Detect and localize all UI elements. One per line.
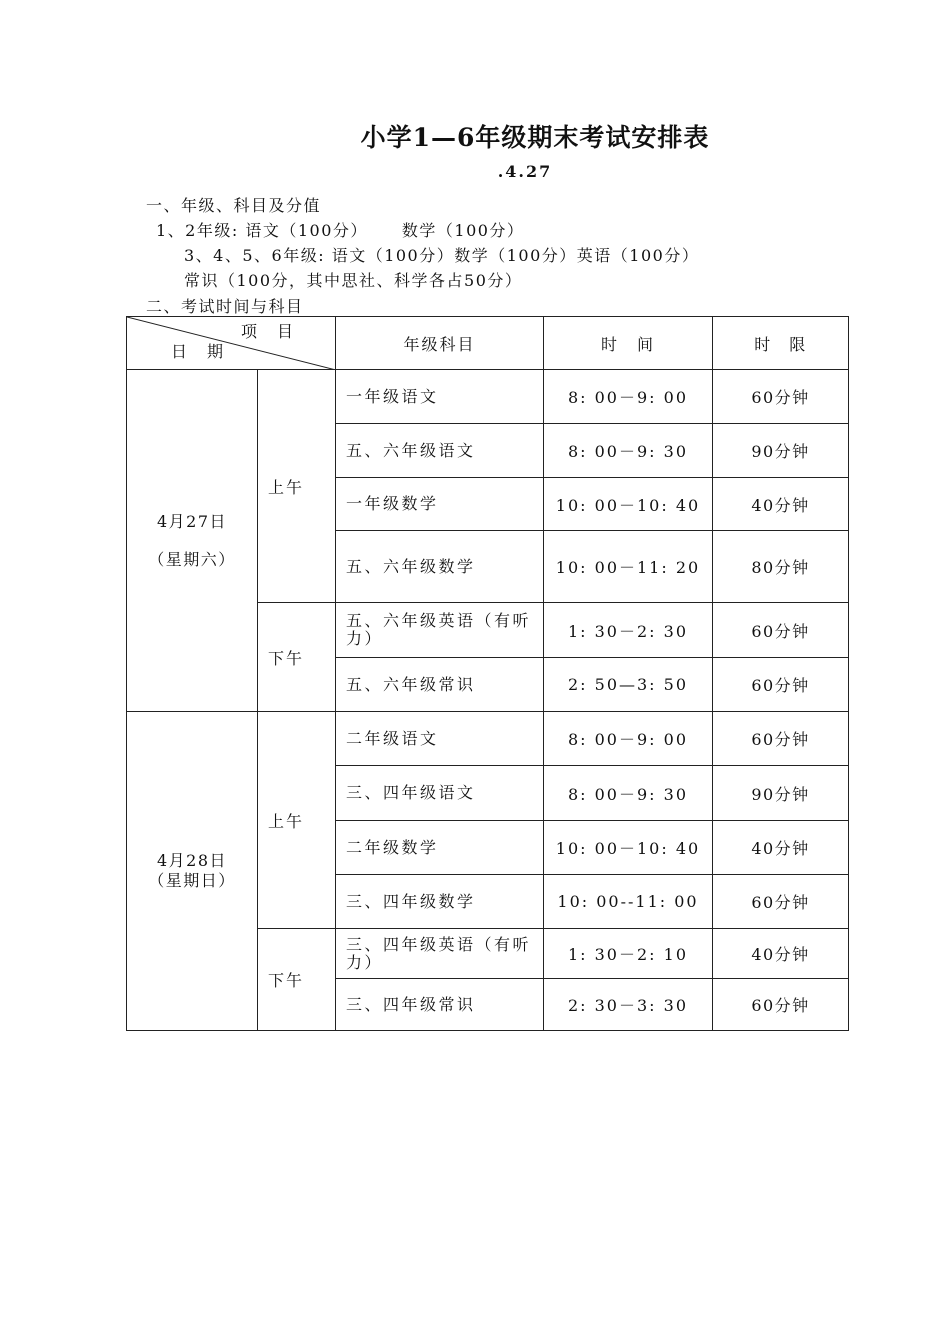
period-pm: 下午 [258, 603, 336, 712]
section1-heading: 一、年级、科目及分值 [146, 196, 322, 215]
weekday-label: （星期六） [148, 549, 236, 569]
subject-cell: 五、六年级数学 [336, 531, 544, 603]
time-cell: 2: 30－3: 30 [544, 979, 713, 1031]
subject-cell: 五、六年级英语（有听力） [336, 603, 544, 658]
header-subject: 年级科目 [336, 317, 544, 370]
subject-cell: 三、四年级英语（有听力） [336, 929, 544, 979]
time-cell: 8: 00－9: 00 [544, 712, 713, 766]
subject-cell: 五、六年级常识 [336, 658, 544, 712]
time-cell: 8: 00－9: 30 [544, 766, 713, 821]
document-date: .4.27 [497, 162, 553, 181]
table-header-row [127, 317, 849, 370]
score-line-3: 常识（100分，其中思社、科学各占50分） [184, 271, 523, 290]
header-time: 时 间 [544, 317, 713, 370]
time-cell: 10: 00－10: 40 [544, 821, 713, 875]
score-line-2: 3、4、5、6年级: 语文（100分）数学（100分）英语（100分） [184, 246, 700, 265]
header-item-label: 项 目 [241, 322, 296, 341]
limit-cell: 60分钟 [713, 658, 849, 712]
subject-cell: 五、六年级语文 [336, 424, 544, 478]
limit-cell: 80分钟 [713, 531, 849, 603]
diagonal-header-cell [127, 317, 336, 370]
period-am: 上午 [258, 370, 336, 603]
exam-schedule-table [126, 316, 849, 1031]
header-limit: 时 限 [713, 317, 849, 370]
limit-cell: 60分钟 [713, 875, 849, 929]
time-cell: 10: 00--11: 00 [544, 875, 713, 929]
period-pm: 下午 [258, 929, 336, 1031]
score-grade12-chinese: 1、2年级: 语文（100分） [156, 221, 368, 240]
table-row [127, 370, 849, 424]
date-label: 4月27日 [156, 511, 228, 531]
time-cell: 10: 00－10: 40 [544, 478, 713, 531]
diagonal-line [127, 317, 336, 370]
section2-heading: 二、考试时间与科目 [146, 297, 304, 316]
limit-cell: 40分钟 [713, 478, 849, 531]
subject-cell: 三、四年级常识 [336, 979, 544, 1031]
limit-cell: 90分钟 [713, 766, 849, 821]
subject-cell: 二年级语文 [336, 712, 544, 766]
table-row [127, 712, 849, 766]
limit-cell: 60分钟 [713, 370, 849, 424]
time-cell: 8: 00－9: 00 [544, 370, 713, 424]
period-am: 上午 [258, 712, 336, 929]
limit-cell: 60分钟 [713, 979, 849, 1031]
limit-cell: 60分钟 [713, 603, 849, 658]
header-date-label: 日 期 [171, 342, 226, 361]
time-cell: 10: 00－11: 20 [544, 531, 713, 603]
date-cell-day1 [127, 370, 258, 712]
subject-cell: 三、四年级数学 [336, 875, 544, 929]
score-line-1 [156, 218, 524, 241]
limit-cell: 40分钟 [713, 929, 849, 979]
limit-cell: 90分钟 [713, 424, 849, 478]
time-cell: 2: 50—3: 50 [544, 658, 713, 712]
time-cell: 1: 30－2: 10 [544, 929, 713, 979]
subject-cell: 一年级语文 [336, 370, 544, 424]
limit-cell: 60分钟 [713, 712, 849, 766]
limit-cell: 40分钟 [713, 821, 849, 875]
date-label: 4月28日 [156, 851, 228, 870]
time-cell: 8: 00－9: 30 [544, 424, 713, 478]
time-cell: 1: 30－2: 30 [544, 603, 713, 658]
score-grade12-math: 数学（100分） [401, 221, 525, 240]
page-title: 小学1—6年级期末考试安排表 [360, 123, 710, 152]
date-cell-day2 [127, 712, 258, 1031]
weekday-label: （星期日） [148, 871, 236, 890]
subject-cell: 一年级数学 [336, 478, 544, 531]
subject-cell: 三、四年级语文 [336, 766, 544, 821]
subject-cell: 二年级数学 [336, 821, 544, 875]
